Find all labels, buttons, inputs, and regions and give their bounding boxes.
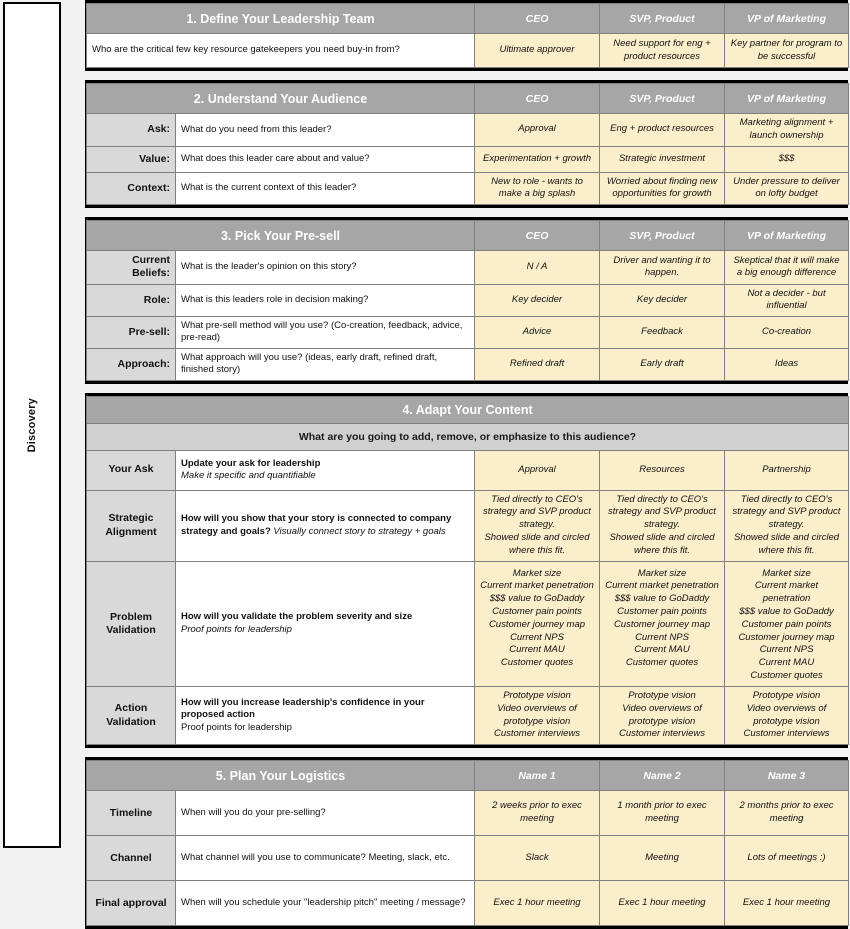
section-pick-your-pre-sell — [85, 217, 848, 383]
answer-cell-2[interactable]: Tied directly to CEO's strategy and SVP product strategy. Showed slide and circled where this fit. — [600, 490, 725, 561]
answer-cell-1[interactable]: Slack — [475, 836, 600, 881]
person-column-header-3: VP of Marketing — [725, 4, 849, 34]
answer-cell-2[interactable]: Driver and wanting it to happen. — [600, 251, 725, 284]
person-column-header-2: SVP, Product — [600, 4, 725, 34]
row-label: Action Validation — [87, 686, 176, 744]
row-prompt: What do you need from this leader? — [176, 114, 475, 147]
table-row — [87, 317, 849, 349]
answer-cell-1[interactable]: Experimentation + growth — [475, 146, 600, 172]
person-column-header-2: Name 2 — [600, 761, 725, 791]
table-header-row — [87, 396, 849, 423]
sections-container — [85, 0, 850, 909]
table-row — [87, 791, 849, 836]
person-column-header-1: CEO — [475, 84, 600, 114]
row-prompt: What is the current context of this leader? — [176, 172, 475, 205]
answer-cell-3[interactable]: Ideas — [725, 348, 849, 380]
answer-cell-3[interactable]: 2 months prior to exec meeting — [725, 791, 849, 836]
row-prompt: Who are the critical few key resource gatekeepers you need buy-in from? — [87, 34, 475, 68]
row-label: Problem Validation — [87, 561, 176, 686]
table-header-row — [87, 84, 849, 114]
row-prompt — [176, 561, 475, 686]
phase-rail-label: Discovery — [26, 397, 38, 453]
answer-cell-3[interactable]: Partnership — [725, 450, 849, 490]
row-label: Context: — [87, 172, 176, 205]
answer-cell-1[interactable]: Refined draft — [475, 348, 600, 380]
person-column-header-2: SVP, Product — [600, 84, 725, 114]
answer-cell-1[interactable]: Approval — [475, 114, 600, 147]
answer-cell-2[interactable]: Worried about finding new opportunities for growth — [600, 172, 725, 205]
answer-cell-1[interactable]: Market size Current market penetration $$$ value to GoDaddy Customer pain points Customer journey map Current NPS Current MAU Customer quotes — [475, 561, 600, 686]
answer-cell-2[interactable]: Feedback — [600, 317, 725, 349]
table-subheader-row — [87, 423, 849, 450]
table-row — [87, 881, 849, 926]
section-title: 2. Understand Your Audience — [87, 84, 475, 114]
answer-cell-3[interactable]: Not a decider - but influential — [725, 284, 849, 317]
row-label: Channel — [87, 836, 176, 881]
person-column-header-3: Name 3 — [725, 761, 849, 791]
table-row — [87, 146, 849, 172]
section-title: 1. Define Your Leadership Team — [87, 4, 475, 34]
table-row — [87, 561, 849, 686]
answer-cell-1[interactable]: Approval — [475, 450, 600, 490]
answer-cell-2[interactable]: Strategic investment — [600, 146, 725, 172]
row-prompt-bold: How will you increase leadership's confidence in your proposed action — [181, 696, 425, 721]
answer-cell-1[interactable]: 2 weeks prior to exec meeting — [475, 791, 600, 836]
answer-cell-3[interactable]: Market size Current market penetration $$$ value to GoDaddy Customer pain points Customer journey map Current NPS Current MAU Customer quotes — [725, 561, 849, 686]
row-prompt-italic: Make it specific and quantifiable — [181, 470, 316, 481]
person-column-header-2: SVP, Product — [600, 221, 725, 251]
row-prompt: What pre-sell method will you use? (Co-creation, feedback, advice, pre-read) — [176, 317, 475, 349]
answer-cell-2[interactable]: Resources — [600, 450, 725, 490]
answer-cell-2[interactable]: Early draft — [600, 348, 725, 380]
row-prompt-bold: Update your ask for leadership — [181, 457, 321, 469]
answer-cell-1[interactable]: Tied directly to CEO's strategy and SVP product strategy. Showed slide and circled where this fit. — [475, 490, 600, 561]
section-adapt-your-content — [85, 393, 848, 749]
section-title: 4. Adapt Your Content — [87, 396, 849, 423]
table-row — [87, 450, 849, 490]
table-header-row — [87, 221, 849, 251]
table-row — [87, 490, 849, 561]
section-understand-your-audience — [85, 80, 848, 208]
section-title: 3. Pick Your Pre-sell — [87, 221, 475, 251]
table-row — [87, 284, 849, 317]
answer-cell-3[interactable]: Lots of meetings :) — [725, 836, 849, 881]
answer-cell-3[interactable]: Co-creation — [725, 317, 849, 349]
row-label: Final approval — [87, 881, 176, 926]
section-define-your-leadership-team — [85, 0, 848, 71]
answer-cell-2[interactable]: Exec 1 hour meeting — [600, 881, 725, 926]
table-row — [87, 836, 849, 881]
answer-cell-1[interactable]: Exec 1 hour meeting — [475, 881, 600, 926]
table-header-row — [87, 761, 849, 791]
answer-cell-3[interactable]: $$$ — [725, 146, 849, 172]
answer-cell-1[interactable]: Key decider — [475, 284, 600, 317]
person-column-header-1: Name 1 — [475, 761, 600, 791]
answer-cell-2[interactable]: Need support for eng + product resources — [600, 34, 725, 68]
row-label: Strategic Alignment — [87, 490, 176, 561]
answer-cell-2[interactable]: Prototype vision Video overviews of prototype vision Customer interviews — [600, 686, 725, 744]
row-prompt-bold: How will you validate the problem severity and size — [181, 611, 413, 623]
row-prompt: What channel will you use to communicate? Meeting, slack, etc. — [176, 836, 475, 881]
row-label: Ask: — [87, 114, 176, 147]
person-column-header-1: CEO — [475, 221, 600, 251]
answer-cell-3[interactable]: Under pressure to deliver on lofty budget — [725, 172, 849, 205]
answer-cell-3[interactable]: Tied directly to CEO's strategy and SVP product strategy. Showed slide and circled where this fit. — [725, 490, 849, 561]
answer-cell-2[interactable]: Eng + product resources — [600, 114, 725, 147]
answer-cell-2[interactable]: Meeting — [600, 836, 725, 881]
section-1-table — [86, 3, 849, 68]
row-prompt: When will you schedule your "leadership pitch" meeting / message? — [176, 881, 475, 926]
section-subtitle: What are you going to add, remove, or emphasize to this audience? — [87, 423, 849, 450]
answer-cell-2[interactable]: 1 month prior to exec meeting — [600, 791, 725, 836]
section-5-table — [86, 760, 849, 926]
answer-cell-3[interactable]: Prototype vision Video overviews of prototype vision Customer interviews — [725, 686, 849, 744]
answer-cell-3[interactable]: Exec 1 hour meeting — [725, 881, 849, 926]
row-prompt-italic: Visually connect story to strategy + goals — [273, 525, 446, 537]
row-prompt: What approach will you use? (ideas, early draft, refined draft, finished story) — [176, 348, 475, 380]
row-prompt-bold: How will you show that your story is connected to company strategy and goals? — [181, 513, 452, 537]
answer-cell-3[interactable]: Key partner for program to be successful — [725, 34, 849, 68]
section-2-table — [86, 83, 849, 205]
answer-cell-1[interactable]: Prototype vision Video overviews of prototype vision Customer interviews — [475, 686, 600, 744]
answer-cell-3[interactable]: Marketing alignment + launch ownership — [725, 114, 849, 147]
row-label: Your Ask — [87, 450, 176, 490]
person-column-header-1: CEO — [475, 4, 600, 34]
row-prompt: What is this leaders role in decision making? — [176, 284, 475, 317]
row-prompt: When will you do your pre-selling? — [176, 791, 475, 836]
phase-rail-discovery — [3, 2, 61, 848]
row-label: Pre-sell: — [87, 317, 176, 349]
table-row — [87, 348, 849, 380]
row-prompt: What does this leader care about and value? — [176, 146, 475, 172]
row-prompt — [176, 450, 475, 490]
person-column-header-3: VP of Marketing — [725, 84, 849, 114]
row-label: Role: — [87, 284, 176, 317]
row-label: Value: — [87, 146, 176, 172]
row-prompt: What is the leader's opinion on this story? — [176, 251, 475, 284]
row-prompt-italic: Proof points for leadership — [181, 623, 292, 635]
table-row — [87, 114, 849, 147]
row-label: Current Beliefs: — [87, 251, 176, 284]
answer-cell-1[interactable]: Advice — [475, 317, 600, 349]
answer-cell-3[interactable]: Skeptical that it will make a big enough difference — [725, 251, 849, 284]
row-prompt — [176, 686, 475, 744]
row-label: Timeline — [87, 791, 176, 836]
table-header-row — [87, 4, 849, 34]
answer-cell-1[interactable]: N / A — [475, 251, 600, 284]
table-row — [87, 251, 849, 284]
answer-cell-1[interactable]: Ultimate approver — [475, 34, 600, 68]
section-plan-your-logistics — [85, 757, 848, 929]
section-3-table — [86, 220, 849, 380]
row-label: Approach: — [87, 348, 176, 380]
answer-cell-2[interactable]: Key decider — [600, 284, 725, 317]
person-column-header-3: VP of Marketing — [725, 221, 849, 251]
answer-cell-1[interactable]: New to role - wants to make a big splash — [475, 172, 600, 205]
answer-cell-2[interactable]: Market size Current market penetration $$$ value to GoDaddy Customer pain points Customer journey map Current NPS Current MAU Customer quotes — [600, 561, 725, 686]
section-title: 5. Plan Your Logistics — [87, 761, 475, 791]
section-4-table — [86, 396, 849, 746]
row-prompt — [176, 490, 475, 561]
table-row — [87, 686, 849, 744]
row-prompt-plain: Proof points for leadership — [181, 721, 292, 733]
table-row — [87, 34, 849, 68]
table-row — [87, 172, 849, 205]
